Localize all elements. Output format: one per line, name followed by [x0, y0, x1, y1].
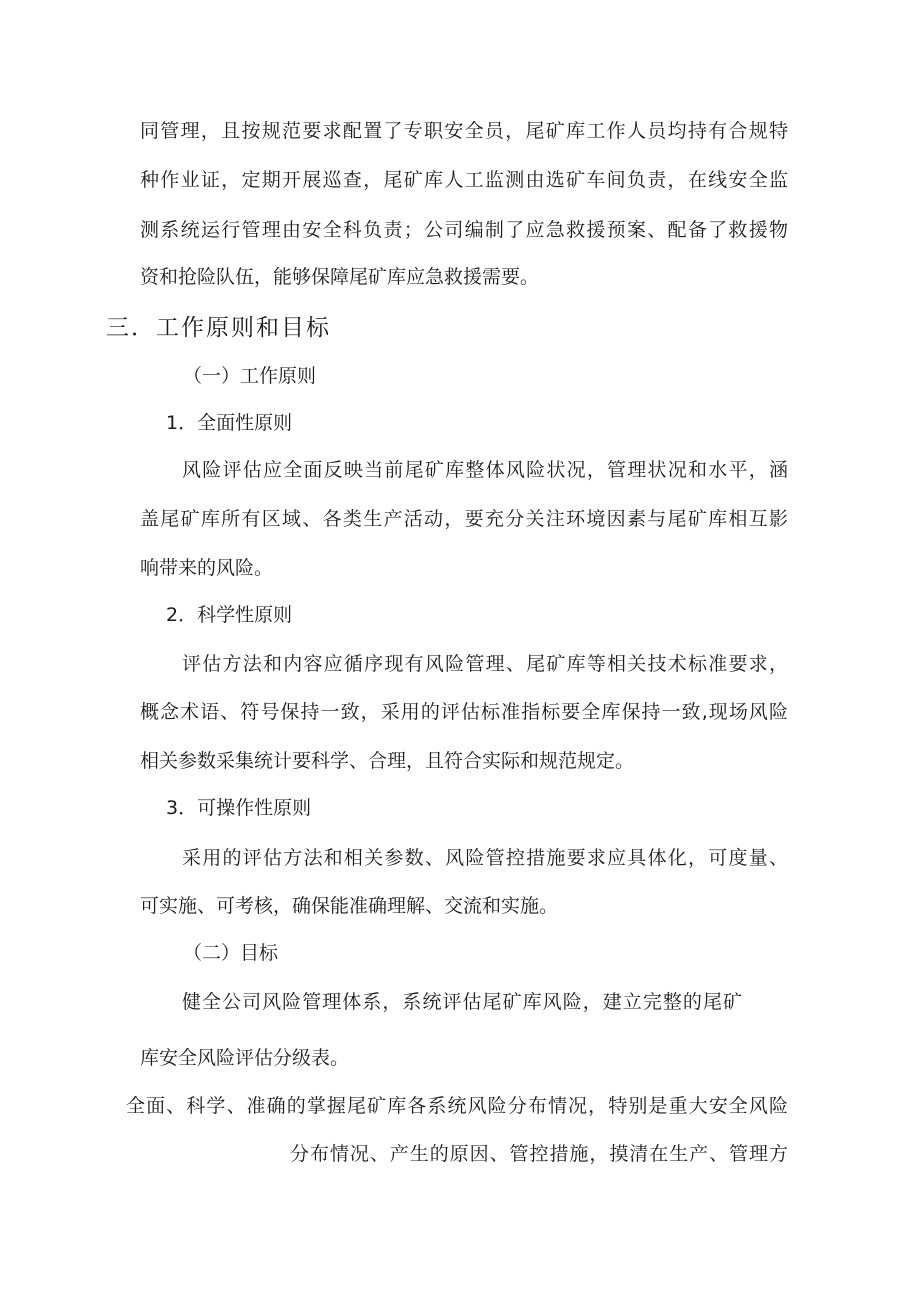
goal-line-4: 分布情况、产生的原因、管控措施，摸清在生产、管理方: [290, 1143, 788, 1165]
goal-line-3: 全面、科学、准确的掌握尾矿库各系统风险分布情况，特别是重大安全风险: [126, 1095, 788, 1117]
principle-3-line-2: 可实施、可考核，确保能准确理解、交流和实施。: [140, 895, 559, 917]
section-3-title: 三．工作原则和目标: [106, 315, 331, 341]
principle-1-line-3: 响带来的风险。: [140, 557, 274, 579]
subsection-1-title: （一）工作原则: [183, 365, 317, 387]
intro-line-3: 测系统运行管理由安全科负责；公司编制了应急救援预案、配备了救援物: [140, 219, 788, 241]
principle-1-line-2: 盖尾矿库所有区域、各类生产活动，要充分关注环境因素与尾矿库相互影: [140, 508, 788, 530]
subsection-2-title: （二）目标: [183, 942, 279, 964]
principle-3-title: 3．可操作性原则: [166, 797, 312, 819]
principle-3-line-1: 采用的评估方法和相关参数、风险管控措施要求应具体化，可度量、: [182, 847, 788, 869]
goal-line-2: 库安全风险评估分级表。: [140, 1047, 350, 1069]
goal-line-1: 健全公司风险管理体系，系统评估尾矿库风险，建立完整的尾矿: [182, 991, 742, 1013]
principle-2-line-2: 概念术语、符号保持一致，采用的评估标准指标要全库保持一致,现场风险: [140, 701, 788, 723]
principle-1-title: 1．全面性原则: [166, 412, 293, 434]
intro-line-1: 同管理，且按规范要求配置了专职安全员，尾矿库工作人员均持有合规特: [140, 120, 788, 142]
intro-line-4: 资和抢险队伍，能够保障尾矿库应急救援需要。: [140, 266, 540, 288]
principle-1-line-1: 风险评估应全面反映当前尾矿库整体风险状况，管理状况和水平，涵: [182, 459, 788, 481]
principle-2-line-3: 相关参数采集统计要科学、合理，且符合实际和规范规定。: [140, 750, 635, 772]
intro-line-2: 种作业证，定期开展巡查，尾矿库人工监测由选矿车间负责，在线安全监: [140, 169, 788, 191]
principle-2-title: 2．科学性原则: [166, 604, 293, 626]
principle-2-line-1: 评估方法和内容应循序现有风险管理、尾矿库等相关技术标准要求，: [182, 653, 788, 675]
